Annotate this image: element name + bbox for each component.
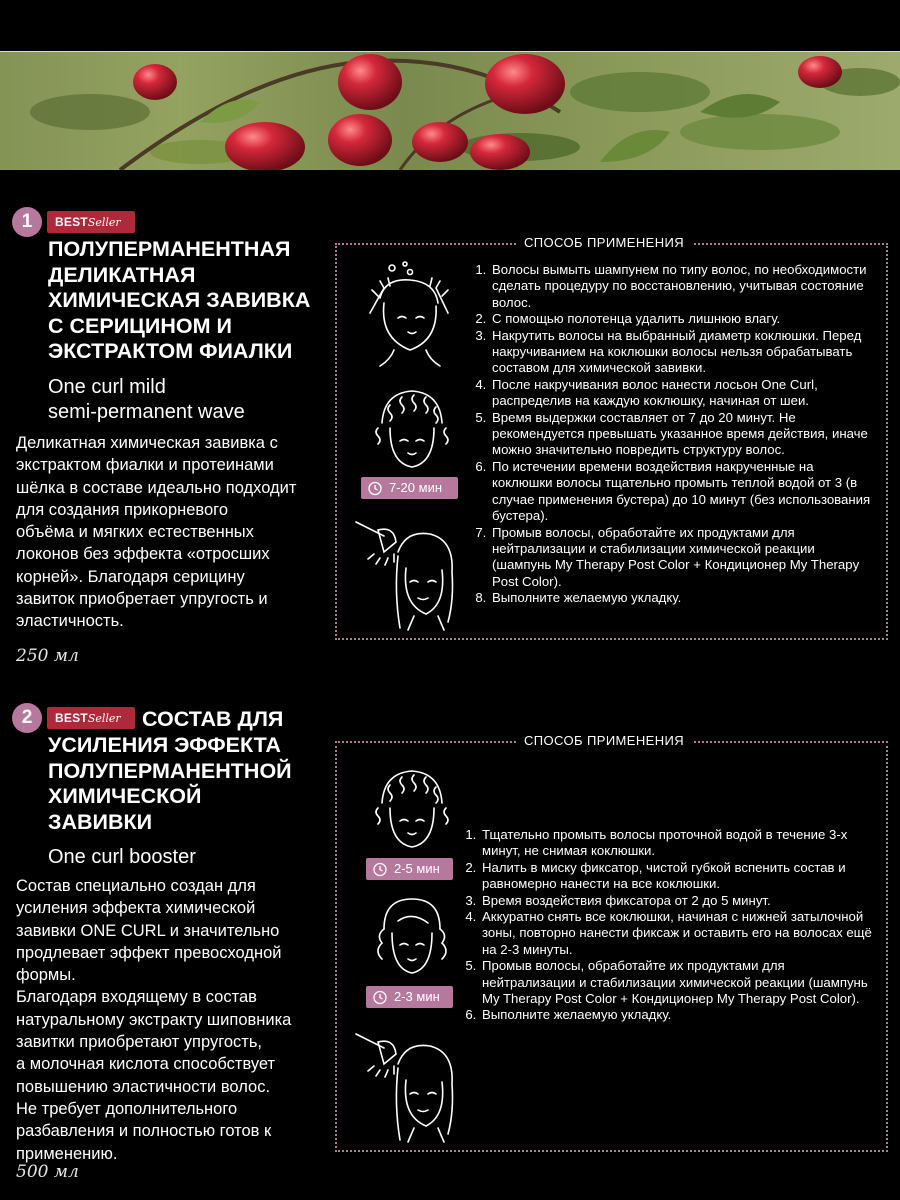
curlers-head-illustration — [362, 763, 462, 863]
desc-line: локонов без эффекта «отросших — [16, 545, 270, 564]
timer-label: 2-5 мин — [394, 861, 440, 876]
desc-line: разбавления и полностью готов к — [16, 1122, 272, 1141]
timer-label: 2-3 мин — [394, 989, 440, 1004]
desc-line: Не требует дополнительного — [16, 1099, 238, 1118]
hero-image-rosehip — [0, 52, 900, 170]
title-line: ПОЛУПЕРМАНЕНТНОЙ — [48, 758, 292, 783]
desc-line: экстрактом фиалки и протеинами — [16, 456, 274, 475]
desc-line: завивки ONE CURL и значительно — [16, 921, 280, 940]
step-item: 7. Промыв волосы, обработайте их продуктами для нейтрализации и стабилизации химической реакции (шампунь My Therapy Post Color + Кондиционер My Therapy Post Color). — [490, 525, 872, 591]
product-2-title-first: СОСТАВ ДЛЯ — [142, 707, 284, 731]
product-2-usage-title: СПОСОБ ПРИМЕНЕНИЯ — [516, 733, 692, 748]
product-2-timer-1 — [366, 858, 453, 880]
step-item: 6. По истечении времени воздействия накрученные на коклюшки волосы тщательно промыть теплой водой от 3 (в случае применения бустера) до 10 минут (без использования бустера). — [490, 459, 872, 525]
title-line: С СЕРИЦИНОМ И — [48, 313, 232, 338]
product-2-bestseller-badge — [47, 707, 135, 729]
timer-label: 7-20 мин — [389, 480, 443, 495]
step-item: 5. Промыв волосы, обработайте их продуктами для нейтрализации и стабилизации химической реакции (шампунь My Therapy Post Color + Кондиционер My Therapy Post Color). — [480, 958, 872, 1007]
product-1-bestseller-badge — [47, 211, 135, 233]
product-1-description — [16, 432, 296, 633]
desc-line: завитки приобретают упругость, — [16, 1033, 263, 1052]
curly-hair-illustration — [362, 893, 462, 983]
desc-line: а молочная кислота способствует — [16, 1055, 276, 1074]
curlers-head-illustration — [362, 383, 462, 483]
rinse-hair-illustration — [350, 1024, 470, 1144]
product-2-steps — [464, 827, 872, 1024]
product-2-subtitle: One curl booster — [48, 846, 196, 868]
step-item: 4. После накручивания волос нанести лосьон One Curl, распределив на каждую коклюшку, начиная от шеи. — [490, 377, 872, 410]
rinse-hair-illustration — [350, 512, 470, 632]
clock-icon — [372, 861, 388, 877]
product-1-number: 1 — [12, 207, 42, 237]
badge-seller: Seller — [87, 216, 121, 229]
product-1-timer — [361, 477, 458, 499]
product-2-volume: 500 мл — [16, 1162, 79, 1182]
badge-best: BEST — [55, 711, 88, 725]
title-line: УСИЛЕНИЯ ЭФФЕКТА — [48, 733, 281, 757]
clock-icon — [372, 989, 388, 1005]
title-line: ДЕЛИКАТНАЯ — [48, 262, 196, 287]
title-line: ПОЛУПЕРМАНЕНТНАЯ — [48, 237, 291, 261]
desc-line: применению. — [16, 1144, 118, 1163]
product-2-timer-2 — [366, 986, 453, 1008]
subtitle-line: One curl mild — [48, 376, 166, 398]
desc-line: корней». Благодаря серицину — [16, 567, 245, 586]
product-2-number: 2 — [12, 703, 42, 733]
product-1-steps — [474, 262, 872, 607]
desc-line: повышению эластичности волос. — [16, 1077, 271, 1096]
subtitle-line: semi-permanent wave — [48, 401, 245, 423]
title-line: ХИМИЧЕСКОЙ — [48, 784, 202, 808]
step-item: 1. Волосы вымыть шампунем по типу волос, по необходимости сделать процедуру по восстановлению, учитывая состояние волос. — [490, 262, 872, 311]
desc-line: Состав специально создан для — [16, 877, 256, 895]
badge-best: BEST — [55, 215, 88, 229]
step-item: 8. Выполните желаемую укладку. — [490, 590, 872, 606]
desc-line: эластичность. — [16, 612, 124, 631]
title-line: ЭКСТРАКТОМ ФИАЛКИ — [48, 339, 293, 363]
clock-icon — [367, 480, 383, 496]
product-1-usage-title: СПОСОБ ПРИМЕНЕНИЯ — [516, 235, 692, 250]
product-1-volume: 250 мл — [16, 646, 79, 666]
desc-line: шёлка в составе идеально подходит — [16, 478, 297, 497]
step-item: 1. Тщательно промыть волосы проточной водой в течение 3-х минут, не снимая коклюшки. — [480, 827, 872, 860]
desc-line: формы. — [16, 966, 76, 985]
step-item: 5. Время выдержки составляет от 7 до 20 минут. Не рекомендуется превышать указанное время действия, иначе можно значительно повредить структуру волос. — [490, 410, 872, 459]
desc-line: Благодаря входящему в состав — [16, 988, 257, 1007]
product-1-title — [48, 237, 310, 365]
desc-line: продлевает эффект превосходной — [16, 943, 282, 962]
step-item: 3. Накрутить волосы на выбранный диаметр коклюшки. Перед накручиванием на коклюшки волосы нельзя обрабатывать составом для химической завивки. — [490, 328, 872, 377]
title-line: ХИМИЧЕСКАЯ ЗАВИВКА — [48, 288, 311, 312]
product-2-description — [16, 875, 291, 1165]
washing-hair-illustration — [350, 258, 470, 368]
desc-line: усиления эффекта химической — [16, 899, 256, 918]
desc-line: натуральному экстракту шиповника — [16, 1010, 292, 1029]
step-item: 4. Аккуратно снять все коклюшки, начиная с нижней затылочной зоны, повторно нанести фиксаж и оставить его на волосах ещё на 2-3 минуты. — [480, 909, 872, 958]
desc-line: Деликатная химическая завивка с — [16, 434, 278, 452]
step-item: 2. С помощью полотенца удалить лишнюю влагу. — [490, 311, 872, 327]
step-item: 3. Время воздействия фиксатора от 2 до 5 минут. — [480, 893, 872, 909]
badge-seller: Seller — [87, 712, 121, 725]
desc-line: объёма и мягких естественных — [16, 523, 254, 542]
desc-line: завиток приобретает упругость и — [16, 590, 268, 609]
title-line: ЗАВИВКИ — [48, 809, 153, 834]
step-item: 2. Налить в миску фиксатор, чистой губкой вспенить состав и равномерно нанести на все коклюшки. — [480, 860, 872, 893]
step-item: 6. Выполните желаемую укладку. — [480, 1007, 872, 1023]
product-1-subtitle — [48, 375, 245, 425]
product-2-title — [48, 733, 292, 835]
desc-line: для создания прикорневого — [16, 500, 229, 519]
